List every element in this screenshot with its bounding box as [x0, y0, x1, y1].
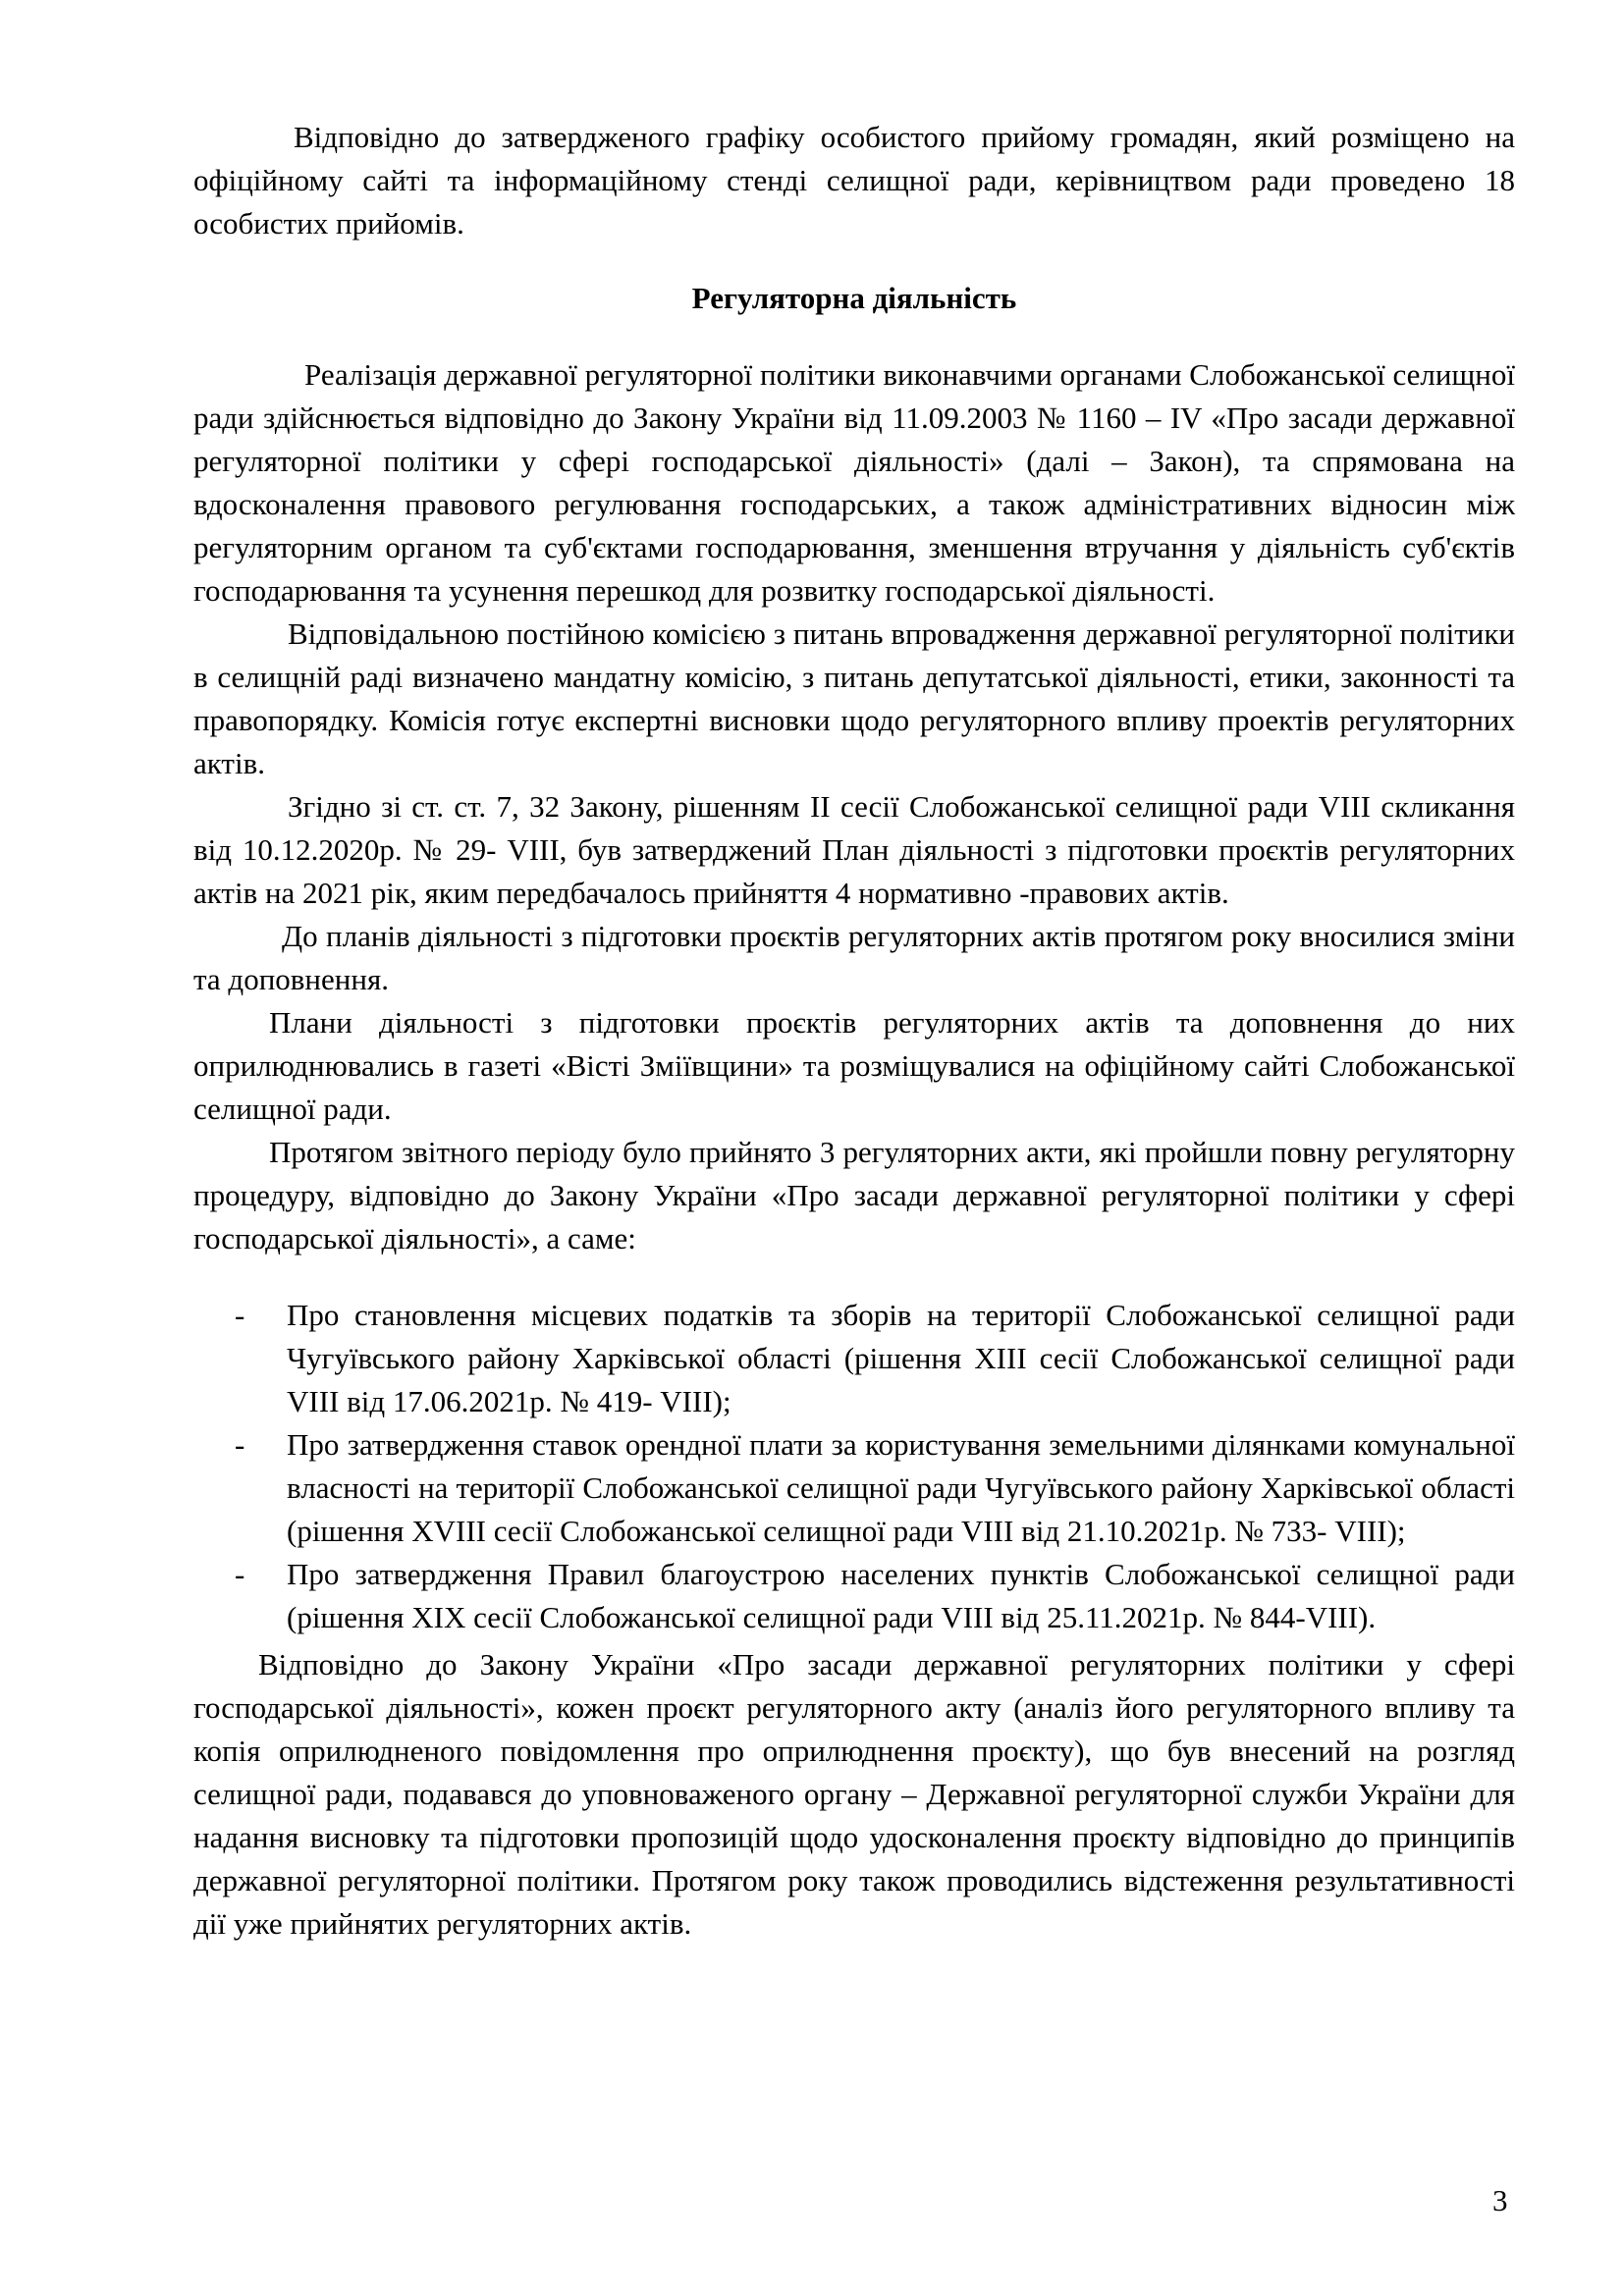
adopted-acts-list — [193, 1294, 1515, 1639]
list-item — [193, 1294, 1515, 1423]
section-heading: Регуляторна діяльність — [691, 281, 1017, 315]
paragraph-state-regulatory-service: Відповідно до Закону України «Про засади державної регуляторних політики у сфері господарської діяльності», кожен проєкт регуляторного акту (аналіз його регуляторного впливу та копія оприлюдненого повідомлення про оприлюднення проєкту), що був внесений на розгляд селищної ради, подавався до уповноваженого органу – Державної регуляторної служби України для надання висновку та підготовки пропозицій щодо удосконалення проєкту відповідно до принципів державної регуляторної політики. Протягом року також проводились відстеження результативності дії уже прийнятих регуляторних актів. — [193, 1647, 1515, 1941]
list-bullet: - — [235, 1298, 245, 1332]
list-item-text: Про становлення місцевих податків та зборів на території Слобожанської селищної ради Чугуївського району Харківської області (рішення XIII сесії Слобожанської селищної ради VIII від 17.06.2021р. № 419- VIII); — [287, 1298, 1515, 1418]
list-bullet: - — [235, 1427, 245, 1462]
list-item — [193, 1423, 1515, 1553]
list-item — [193, 1553, 1515, 1639]
list-item-text: Про затвердження ставок орендної плати за користування земельними ділянками комунальної власності на території Слобожанської селищної ради Чугуївського району Харківської області (рішення XVIII сесії Слобожанської селищної ради VIII від 21.10.2021р. № 733- VIII); — [287, 1427, 1515, 1548]
paragraph-plan-publication: Плани діяльності з підготовки проєктів регуляторних актів та доповнення до них оприлюднювались в газеті «Вісті Зміївщини» та розміщувалися на офіційному сайті Слобожанської селищної ради. — [193, 1005, 1515, 1126]
paragraph-plan-changes: До планів діяльності з підготовки проєктів регуляторних актів протягом року вносилися зміни та доповнення. — [193, 919, 1515, 996]
paragraph-adopted-acts: Протягом звітного періоду було прийнято 3 регуляторних акти, які пройшли повну регуляторну процедуру, відповідно до Закону України «Про засади державної регуляторної політики у сфері господарської діяльності», а саме: — [193, 1135, 1515, 1255]
paragraph-responsible-commission: Відповідальною постійною комісією з питань впровадження державної регуляторної політики в селищній раді визначено мандатну комісію, з питань депутатської діяльності, етики, законності та правопорядку. Комісія готує експертні висновки щодо регуляторного впливу проектів регуляторних актів. — [193, 616, 1515, 780]
page-content — [193, 116, 1515, 1946]
list-bullet: - — [235, 1557, 245, 1591]
paragraph-personal-reception: Відповідно до затвердженого графіку особистого прийому громадян, який розміщено на офіційному сайті та інформаційному стенді селищної ради, керівництвом ради проведено 18 особистих прийомів. — [193, 120, 1515, 240]
paragraph-activity-plan: Згідно зі ст. ст. 7, 32 Закону, рішенням ІІ сесії Слобожанської селищної ради VIII скликання від 10.12.2020р. № 29- VIII, був затверджений План діяльності з підготовки проєктів регуляторних актів на 2021 рік, яким передбачалось прийняття 4 нормативно -правових актів. — [193, 789, 1515, 910]
page-number: 3 — [1492, 2183, 1508, 2217]
list-item-text: Про затвердження Правил благоустрою населених пунктів Слобожанської селищної ради (рішення XIX сесії Слобожанської селищної ради VIII від 25.11.2021р. № 844-VIII). — [287, 1557, 1515, 1634]
paragraph-regulatory-policy: Реалізація державної регуляторної політики виконавчими органами Слобожанської селищної ради здійснюється відповідно до Закону України від 11.09.2003 № 1160 – IV «Про засади державної регуляторної політики у сфері господарської діяльності» (далі – Закон), та спрямована на вдосконалення правового регулювання господарських, а також адміністративних відносин між регуляторним органом та суб'єктами господарювання, зменшення втручання у діяльність суб'єктів господарювання та усунення перешкод для розвитку господарської діяльності. — [193, 357, 1515, 608]
